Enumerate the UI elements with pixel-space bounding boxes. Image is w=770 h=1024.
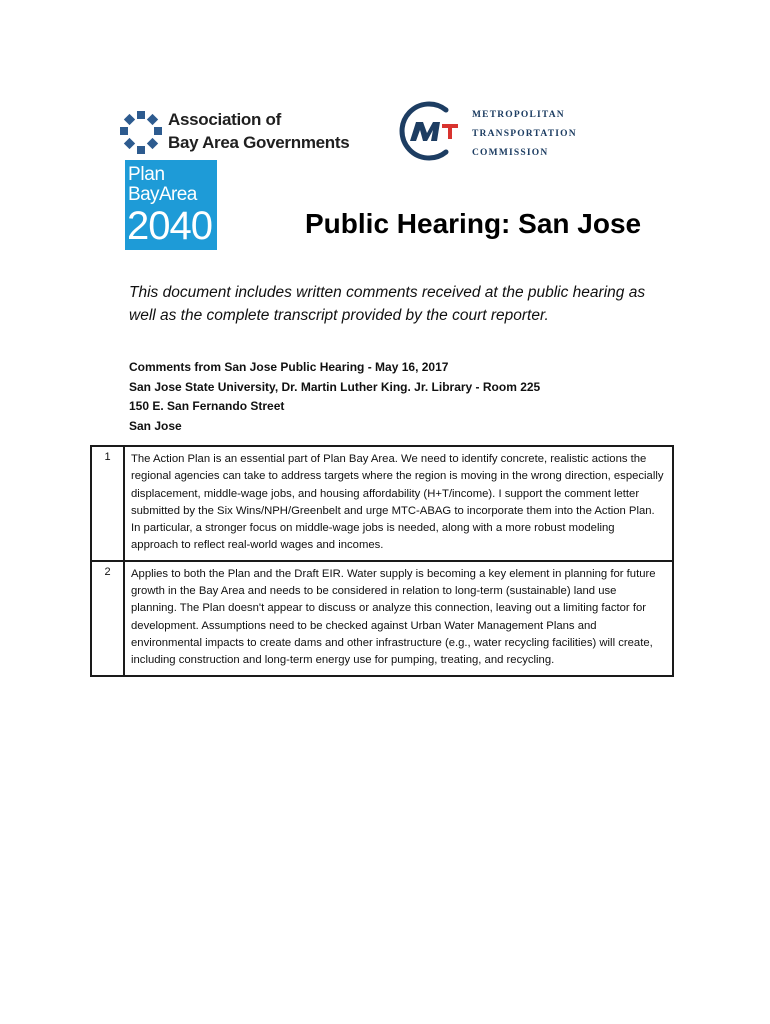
hearing-venue: San Jose State University, Dr. Martin Luther King. Jr. Library - Room 225 [129, 379, 541, 394]
mtc-line1: METROPOLITAN [472, 110, 565, 120]
table-row [91, 446, 673, 561]
table-row [91, 561, 673, 676]
abag-line1: Association of [168, 110, 281, 129]
comment-number: 2 [91, 561, 124, 676]
hearing-street: 150 E. San Fernando Street [129, 399, 285, 413]
mtc-line2: TRANSPORTATION [472, 129, 577, 139]
comment-text: Applies to both the Plan and the Draft EIR. Water supply is becoming a key element in planning for future growth in the Bay Area and needs to be considered in relation to long-term (sustainable) land use planning. The Plan doesn't appear to discuss or analyze this connection, leaving out a limiting factor for development. Assumptions need to be checked against Urban Water Management Plans and environmental impacts to create dams and other infrastructure (e.g., water recycling facilities) will create, including construction and long-term energy use for pumping, treating, and recycling. [124, 561, 673, 676]
abag-logo [118, 106, 368, 156]
abag-circle-of-squares-icon [118, 110, 164, 156]
plan-bay-area-logo [125, 160, 217, 250]
mtc-mark-icon [398, 98, 464, 164]
mtc-wordmark [472, 106, 577, 163]
comments-table [90, 445, 674, 677]
pba-line1: Plan [128, 164, 165, 185]
abag-line2: Bay Area Governments [168, 133, 350, 152]
pba-line2: BayArea [128, 184, 197, 205]
mtc-line3: COMMISSION [472, 148, 549, 158]
comment-number: 1 [91, 446, 124, 561]
pba-year: 2040 [127, 204, 212, 248]
hearing-info [129, 358, 674, 436]
comment-text: The Action Plan is an essential part of Plan Bay Area. We need to identify concrete, realistic actions the regional agencies can take to address targets where the region is moving in the wrong direction, especially displacement, middle-wage jobs, and housing affordability (H+T/income). I support the comment letter submitted by the Six Wins/NPH/Greenbelt and urge MTC-ABAG to incorporate them into the Action Plan. In particular, a stronger focus on middle-wage jobs is needed, along with a more robust modeling approach to reflect real-world wages and incomes. [124, 446, 673, 561]
mtc-logo [398, 98, 598, 164]
hearing-title: Comments from San Jose Public Hearing - May 16, 2017 [129, 360, 449, 374]
abag-wordmark [168, 108, 349, 154]
hearing-city: San Jose [129, 418, 182, 433]
page-title: Public Hearing: San Jose [305, 208, 642, 239]
intro-paragraph: This document includes written comments received at the public hearing as well as the complete transcript provided by the court reporter. [129, 284, 646, 324]
